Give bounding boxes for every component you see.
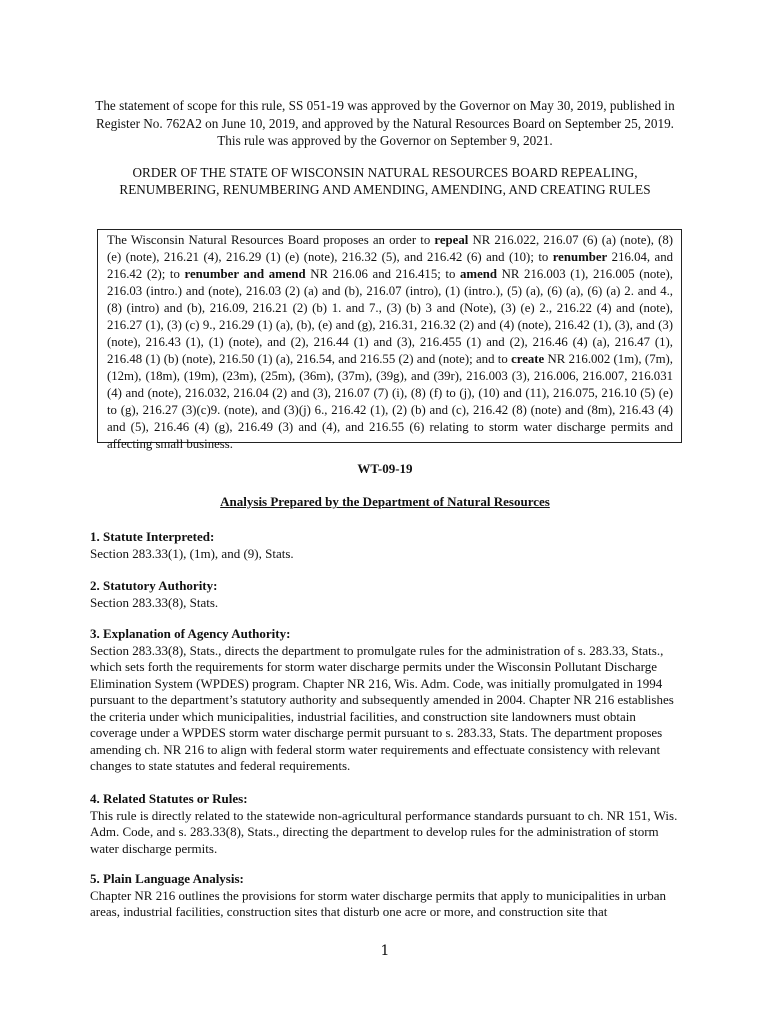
section-heading: 5. Plain Language Analysis: (90, 871, 244, 886)
section-text: Chapter NR 216 outlines the provisions for storm water discharge permits that apply to municipalities in urban areas, industrial facilities, construction sites that disturb one acre or more, and construction site that (90, 887, 666, 919)
summary-text: NR 216.003 (1), 216.005 (note), 216.03 (intro.) and (note), 216.03 (2) (a) and (b), 216.07 (intro), (1) (intro.), (5) (a), (6) (a), (6) (a) 2. and 4., (8) (intro) and (b), 216.09, 216.21 (2) (b) 1. and 7., (3) (b) 3 and (Note), (3) (e) 2., 216.22 (4) and (note), 216.27 (1), (3) (c) 9., 216.29 (1) (a), (b), (e) and (g), 216.31, 216.32 (2) and (4) (note), 216.42 (1), (3), and (3) (note), 216.43 (1), (1) (note), and (2), 216.44 (1) and (3), 216.455 (1) and (2), 216.46 (4) (a), 216.47 (1), 216.48 (1) (b) (note), 216.50 (1) (a), 216.54, and 216.55 (2) and (note); and to (107, 267, 673, 366)
section-text: Section 283.33(1), (1m), and (9), Stats. (90, 545, 294, 561)
section-statutory-authority (90, 578, 682, 611)
keyword-repeal: repeal (434, 233, 469, 247)
summary-text: NR 216.022, 216.07 (6) (a) (note), (8) (e) (note), 216.21 (4), 216.29 (1) (e) (note), 216.32 (5), and 216.42 (6) and (10); to (107, 233, 673, 264)
keyword-renumber: renumber (552, 250, 608, 264)
rule-code: WT-09-19 (357, 461, 413, 476)
section-text: Section 283.33(8), Stats., directs the department to promulgate rules for the administration of s. 283.33, Stats., which sets forth the requirements for storm water discharge permits under the Wisconsin Pollutant Discharge Elimination System (WPDES) program. Chapter NR 216, Wis. Adm. Code, was initially promulgated in 1994 pursuant to the department’s statutory authority and subsequently amended in 2004. Chapter NR 216 establishes the criteria under which municipalities, industrial facilities, and construction site landowners must obtain coverage under a WPDES storm water discharge permit pursuant to s. 283.33, Stats. The department proposes amending ch. NR 216 to align with federal storm water requirements and effectuate consistency with relevant changes to state statutes and federal requirements. (90, 642, 674, 773)
section-related-statutes (90, 791, 682, 857)
summary-text: The Wisconsin Natural Resources Board proposes an order to (107, 233, 435, 247)
section-heading: 1. Statute Interpreted: (90, 529, 215, 544)
section-text: This rule is directly related to the statewide non-agricultural performance standards pursuant to ch. NR 151, Wis. Adm. Code, and s. 283.33(8), Stats., directing the department to develop rules for the administration of storm water discharge permits. (90, 807, 678, 856)
section-heading: 2. Statutory Authority: (90, 578, 218, 593)
summary-text: NR 216.06 and 216.415; to (305, 267, 461, 281)
section-heading: 3. Explanation of Agency Authority: (90, 626, 291, 641)
order-summary-box (97, 229, 682, 451)
analysis-heading: Analysis Prepared by the Department of Natural Resources (220, 494, 550, 509)
summary-text: 216.04, and 216.42 (2); to (107, 250, 673, 281)
section-agency-authority (90, 626, 682, 775)
order-title: ORDER OF THE STATE OF WISCONSIN NATURAL RESOURCES BOARD REPEALING, RENUMBERING, RENUMBERING AND AMENDING, AMENDING, AND CREATING RULES (119, 165, 651, 197)
scope-statement: The statement of scope for this rule, SS 051-19 was approved by the Governor on May 30, 2019, published in Register No. 762A2 on June 10, 2019, and approved by the Natural Resources Board on September 25, 2019. This rule was approved by the Governor on September 9, 2021. (95, 98, 675, 148)
section-heading: 4. Related Statutes or Rules: (90, 791, 248, 806)
keyword-create: create (511, 352, 545, 366)
section-text: Section 283.33(8), Stats. (90, 594, 219, 610)
summary-text: NR 216.002 (1m), (7m), (12m), (18m), (19m), (23m), (25m), (36m), (37m), (39g), and (39r), 216.003 (3), 216.006, 216.007, 216.031 (4) and (note), 216.032, 216.04 (2) and (3), 216.07 (7) (i), (8) (f) to (j), (10) and (11), 216.075, 216.10 (5) (e) to (g), 216.27 (3)(c)9. (note), and (3)(j) 6., 216.42 (1), (2) (b) and (c), 216.42 (8) (note) and (8m), 216.43 (4) and (5), 216.46 (4) (g), 216.49 (3) and (4), and 216.55 (6) relating to storm water discharge permits and affecting small business. (107, 352, 674, 451)
page-number: 1 (380, 943, 390, 959)
keyword-amend: amend (460, 267, 497, 281)
keyword-renumber-and-amend: renumber and amend (184, 267, 306, 281)
section-plain-language (90, 871, 682, 921)
section-statute-interpreted (90, 529, 682, 562)
